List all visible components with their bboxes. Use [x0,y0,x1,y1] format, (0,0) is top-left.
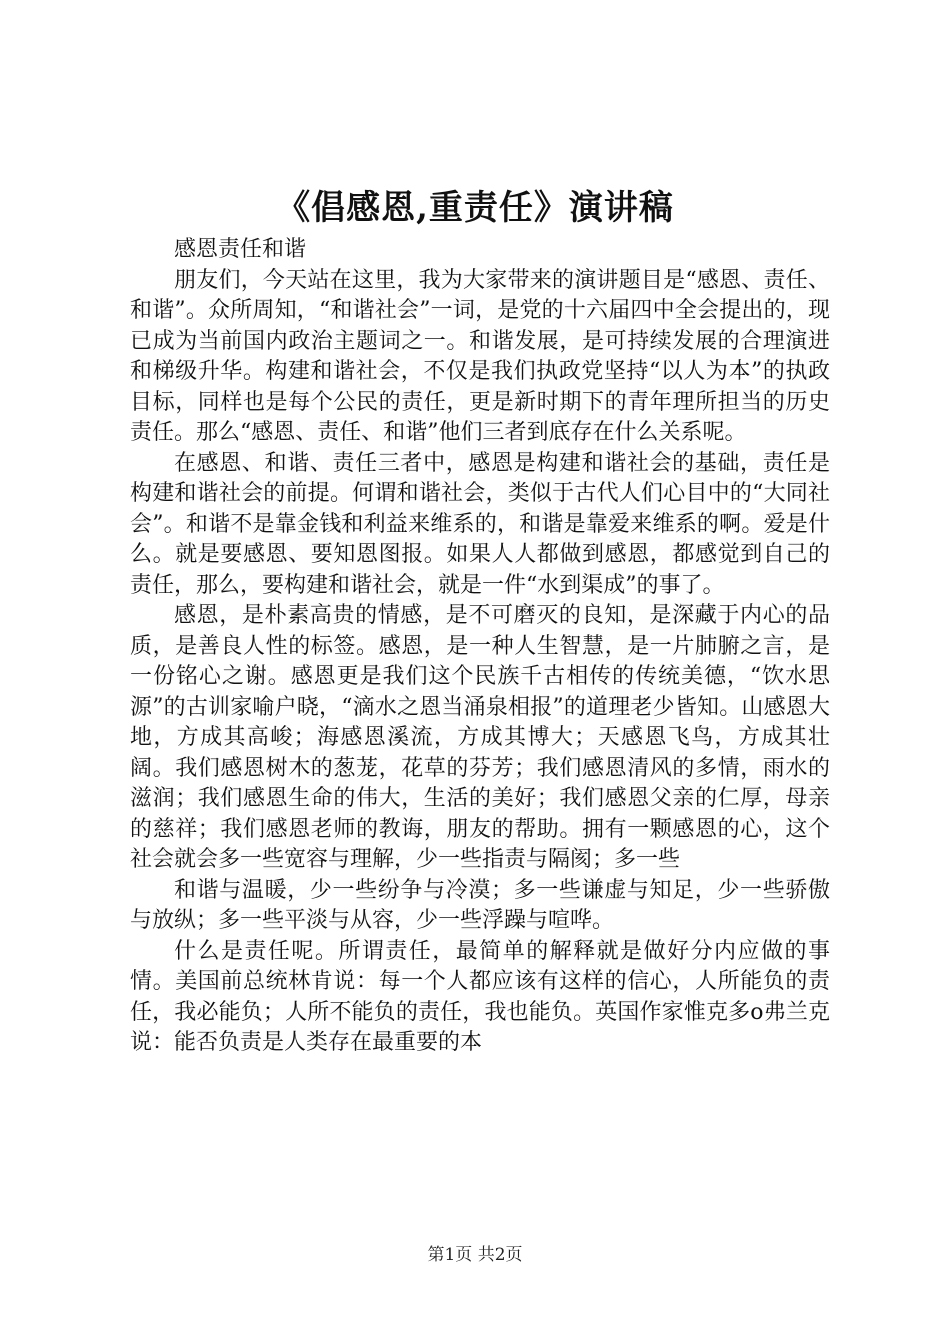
paragraph-harmony: 和谐与温暖，少一些纷争与冷漠；多一些谦虚与知足，少一些骄傲与放纵；多一些平淡与从容，少一些浮躁与喧哗。 [130,877,830,933]
paragraph-subtitle: 感恩责任和谐 [174,237,307,262]
paragraph-relationship: 在感恩、和谐、责任三者中，感恩是构建和谐社会的基础，责任是构建和谐社会的前提。何谓和谐社会，类似于古代人们心目中的“大同社会”。和谐不是靠金钱和利益来维系的，和谐是靠爱来维系的啊。爱是什么。就是要感恩、要知恩图报。如果人人都做到感恩，都感觉到自己的责任，那么，要构建和谐社会，就是一件“水到渠成”的事了。 [130,450,830,598]
document-title: 《倡感恩,重责任》演讲稿 [276,188,674,228]
paragraph-responsibility: 什么是责任呢。所谓责任，最简单的解释就是做好分内应做的事情。美国前总统林肯说：每一个人都应该有这样的信心，人所能负的责任，我必能负；人所不能负的责任，我也能负。英国作家惟克多o弗兰克说：能否负责是人类存在最重要的本 [130,938,830,1055]
document-body [130,235,830,1059]
paragraph-gratitude: 感恩，是朴素高贵的情感，是不可磨灭的良知，是深藏于内心的品质，是善良人性的标签。感恩，是一种人生智慧，是一片肺腑之言，是一份铭心之谢。感恩更是我们这个民族千古相传的传统美德，“饮水思源”的古训家喻户晓，“滴水之恩当涌泉相报”的道理老少皆知。山感恩大地，方成其高峻；海感恩溪流，方成其博大；天感恩飞鸟，方成其壮阔。我们感恩树木的葱茏，花草的芬芳；我们感恩清风的多情，雨水的滋润；我们感恩生命的伟大，生活的美好；我们感恩父亲的仁厚，母亲的慈祥；我们感恩老师的教诲，朋友的帮助。拥有一颗感恩的心，这个社会就会多一些宽容与理解，少一些指责与隔阂；多一些 [130,603,830,872]
paragraph-intro: 朋友们，今天站在这里，我为大家带来的演讲题目是“感恩、责任、和谐”。众所周知，“和谐社会”一词，是党的十六届四中全会提出的，现已成为当前国内政治主题词之一。和谐发展，是可持续发展的合理演进和梯级升华。构建和谐社会，不仅是我们执政党坚持“以人为本”的执政目标，同样也是每个公民的责任，更是新时期下的青年理所担当的历史责任。那么“感恩、责任、和谐”他们三者到底存在什么关系呢。 [130,267,830,445]
page-number-footer: 第1页 共2页 [427,1245,523,1265]
